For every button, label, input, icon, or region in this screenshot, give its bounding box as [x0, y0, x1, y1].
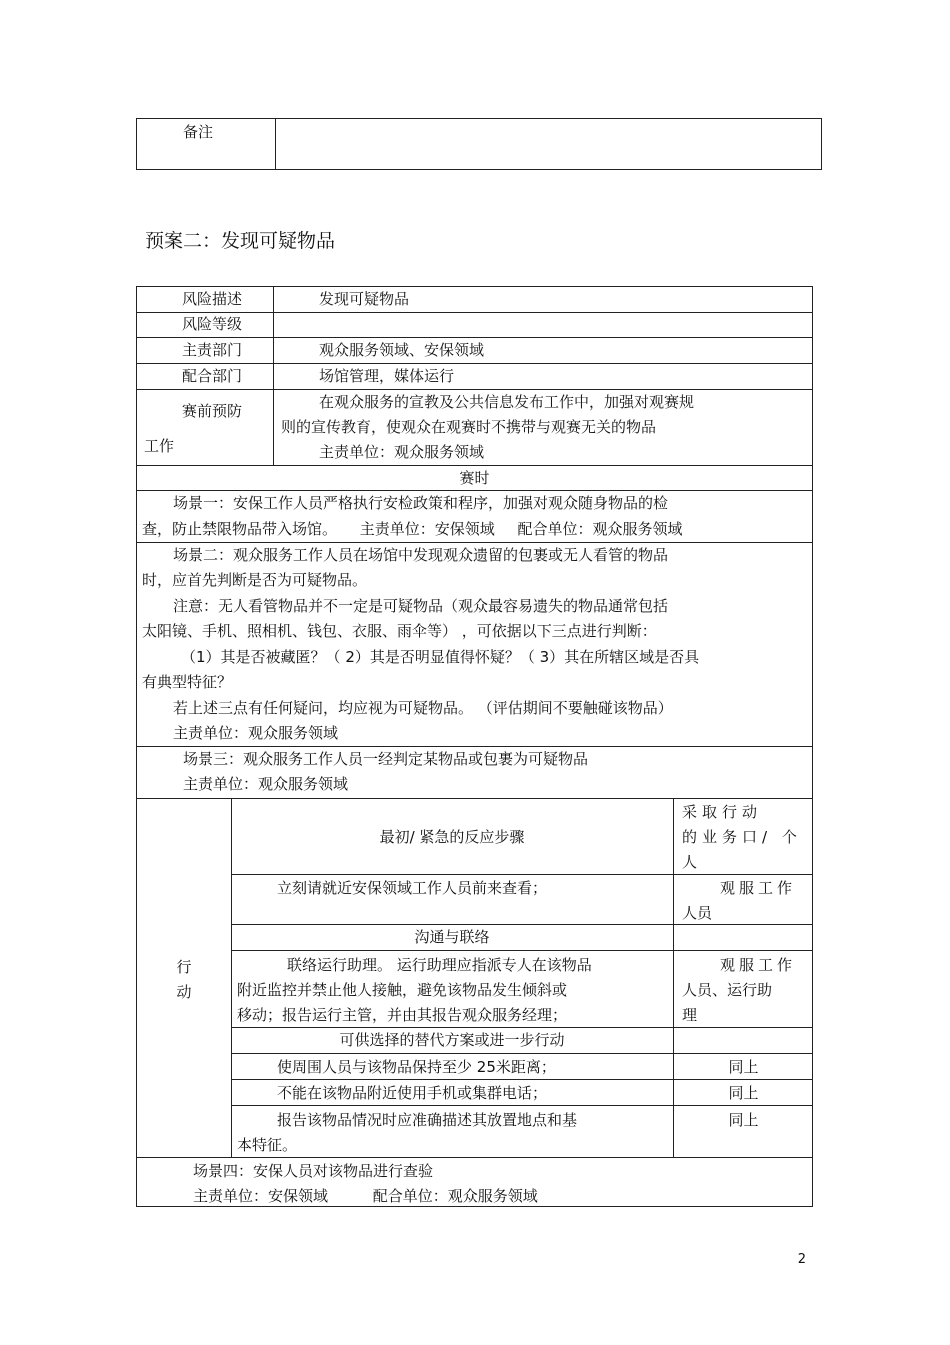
scene2-line: 主责单位：观众服务领域 — [173, 724, 339, 742]
alternative-3-who: 同上 — [728, 1111, 759, 1129]
scene2-line: 有典型特征？ — [142, 673, 233, 691]
step1-who: 观服工作 — [720, 879, 797, 897]
action-label-1: 行 — [176, 958, 192, 976]
risk-level-label: 风险等级 — [182, 315, 243, 333]
pre-event-line: 则的宣传教育，使观众在观赛时不携带与观赛无关的物品 — [281, 418, 657, 436]
communication-line: 联络运行助理。 运行助理应指派专人在该物品 — [287, 956, 592, 974]
alternative-3: 本特征。 — [237, 1136, 298, 1154]
scene2-line: 注意：无人看管物品并不一定是可疑物品（观众最容易遗失的物品通常包括 — [173, 597, 669, 615]
action-label-2: 动 — [176, 983, 192, 1001]
alternative-1: 使周围人员与该物品保持至少 25米距离； — [277, 1058, 556, 1076]
scene1-line: 场景一：安保工作人员严格执行安检政策和程序，加强对观众随身物品的检 — [173, 494, 669, 512]
lead-dept-label: 主责部门 — [182, 341, 243, 359]
during-event-label: 赛时 — [459, 469, 490, 487]
support-dept-label: 配合部门 — [182, 367, 243, 385]
scene2-line: 时，应首先判断是否为可疑物品。 — [142, 571, 368, 589]
communication-who: 观服工作 — [720, 956, 797, 974]
step1-text: 立刻请就近安保领域工作人员前来查看； — [277, 879, 548, 897]
initial-response-header: 最初/ 紧急的反应步骤 — [379, 828, 525, 846]
alternative-2: 不能在该物品附近使用手机或集群电话； — [277, 1084, 548, 1102]
communication-line: 移动；报告运行主管，并由其报告观众服务经理； — [237, 1006, 568, 1024]
scene3-line: 场景三：观众服务工作人员一经判定某物品或包裹为可疑物品 — [183, 750, 589, 768]
risk-desc-label: 风险描述 — [182, 290, 243, 308]
remarks-divider — [275, 119, 276, 169]
alternative-2-who: 同上 — [728, 1084, 759, 1102]
emergency-plan-table — [136, 286, 813, 1207]
scene2-line: （1）其是否被藏匿？（ 2）其是否明显值得怀疑？（ 3）其在所辖区域是否具 — [181, 648, 700, 666]
pre-event-line: 主责单位：观众服务领域 — [319, 443, 485, 461]
scene4-line: 场景四：安保人员对该物品进行查验 — [193, 1162, 434, 1180]
alternative-1-who: 同上 — [728, 1058, 759, 1076]
pre-event-label-1: 赛前预防 — [182, 402, 243, 420]
responsible-header: 人 — [682, 853, 698, 871]
pre-event-label-2: 工作 — [144, 437, 175, 455]
communication-line: 附近监控并禁止他人接触，避免该物品发生倾斜或 — [237, 981, 568, 999]
communication-who: 人员、运行助 — [682, 981, 773, 999]
scene3-line: 主责单位：观众服务领域 — [183, 775, 349, 793]
scene2-line: 太阳镜、手机、照相机、钱包、衣服、雨伞等） ，可依据以下三点进行判断： — [142, 622, 657, 640]
alternatives-header: 可供选择的替代方案或进一步行动 — [339, 1031, 565, 1049]
scene2-line: 若上述三点有任何疑问，均应视为可疑物品。 （评估期间不要触碰该物品） — [173, 699, 673, 717]
alternative-3: 报告该物品情况时应准确描述其放置地点和基 — [277, 1111, 578, 1129]
support-dept-value: 场馆管理，媒体运行 — [319, 367, 455, 385]
scene4-line: 主责单位：安保领域 配合单位：观众服务领域 — [193, 1187, 538, 1205]
remarks-box — [136, 118, 822, 170]
page-number: 2 — [797, 1252, 806, 1267]
lead-dept-value: 观众服务领域、安保领域 — [319, 341, 485, 359]
communication-header: 沟通与联络 — [414, 928, 490, 946]
scene1-line: 查，防止禁限物品带入场馆。 主责单位：安保领域 配合单位：观众服务领域 — [142, 520, 683, 538]
scene2-line: 场景二：观众服务工作人员在场馆中发现观众遗留的包裹或无人看管的物品 — [173, 546, 669, 564]
step1-who: 人员 — [682, 904, 713, 922]
risk-desc-value: 发现可疑物品 — [319, 290, 410, 308]
remarks-label: 备注 — [183, 123, 214, 141]
section-title: 预案二：发现可疑物品 — [145, 230, 336, 252]
communication-who: 理 — [682, 1006, 698, 1024]
responsible-header: 采取行动 — [682, 803, 763, 821]
pre-event-line: 在观众服务的宣教及公共信息发布工作中，加强对观赛规 — [319, 393, 695, 411]
responsible-header: 的业务口/ 个 — [682, 828, 802, 846]
